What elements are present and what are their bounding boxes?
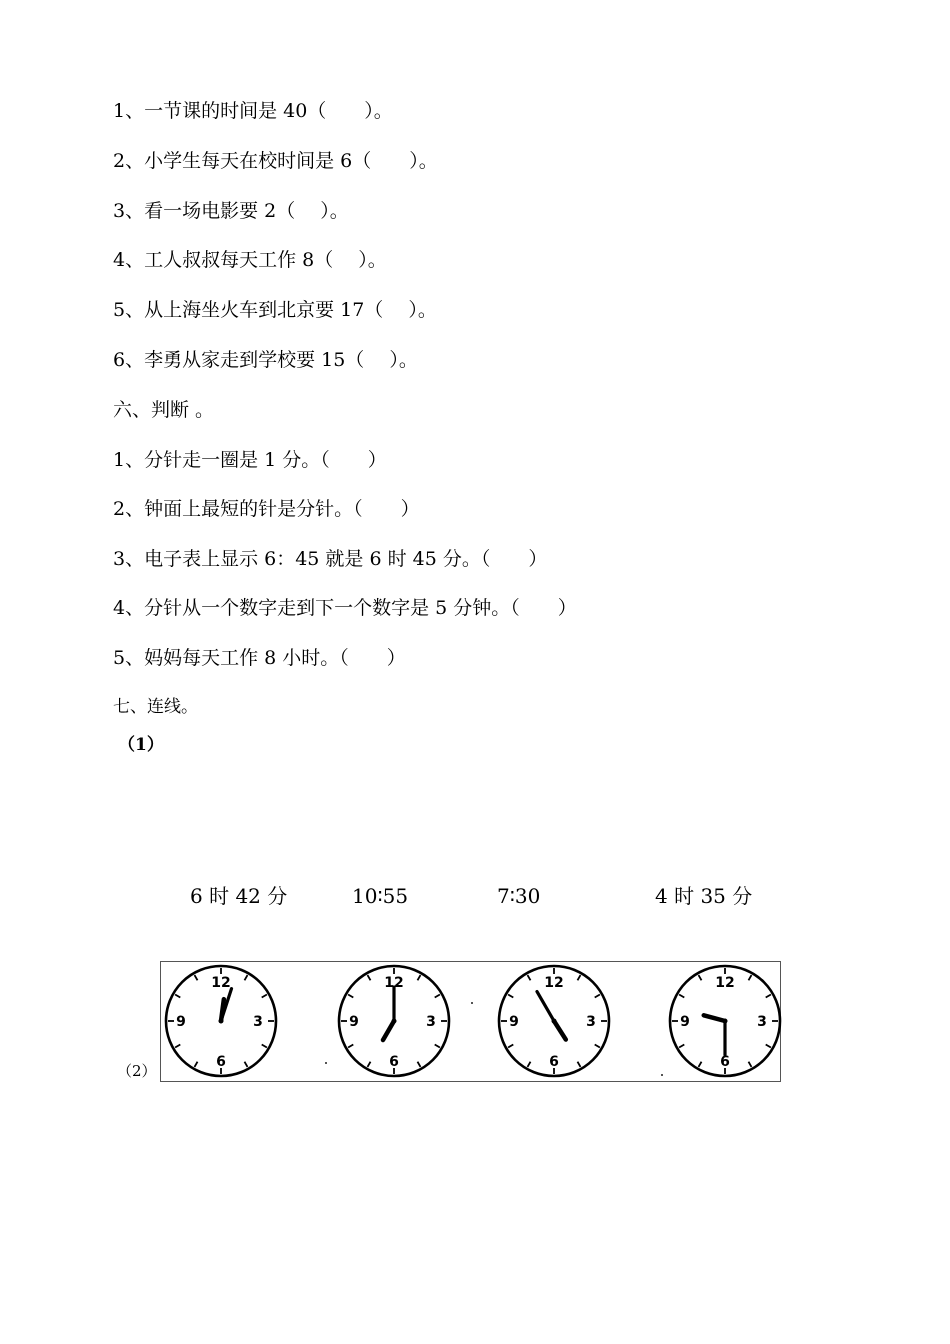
judge-line-1: 1、分针走一圈是 1 分。（ ） — [113, 449, 387, 471]
clock-face-svg — [495, 962, 613, 1080]
time-label-1: 6 时 42 分 — [190, 884, 288, 908]
clock-2 — [335, 962, 453, 1080]
clock-face-svg — [162, 962, 280, 1080]
time-label-2: 10∶55 — [352, 884, 409, 908]
clock-numeral: 3 — [586, 1014, 596, 1030]
question-line-1: 1、一节课的时间是 40（ ）。 — [113, 100, 393, 122]
clock-numeral: 6 — [216, 1054, 226, 1070]
clock-panel — [160, 961, 781, 1082]
clock-center — [723, 1019, 728, 1024]
judge-line-5: 5、妈妈每天工作 8 小时。（ ） — [113, 647, 406, 669]
scan-speck — [325, 1062, 327, 1064]
clock-center — [552, 1019, 557, 1024]
clock-numeral: 3 — [426, 1014, 436, 1030]
clock-numeral: 3 — [253, 1014, 263, 1030]
question-line-4: 4、工人叔叔每天工作 8（ ）。 — [113, 249, 387, 271]
judge-line-3: 3、电子表上显示 6：45 就是 6 时 45 分。（ ） — [113, 548, 548, 570]
time-label-4: 4 时 35 分 — [655, 884, 753, 908]
scan-speck — [471, 1002, 473, 1004]
clock-numeral: 9 — [509, 1014, 519, 1030]
question-line-2: 2、小学生每天在校时间是 6（ ）。 — [113, 150, 438, 172]
clock-numeral: 6 — [389, 1054, 399, 1070]
clock-center — [392, 1019, 397, 1024]
time-label-3: 7∶30 — [497, 884, 541, 908]
clock-center — [219, 1019, 224, 1024]
clock-numeral: 12 — [715, 975, 735, 991]
clock-numeral: 12 — [384, 975, 404, 991]
clock-numeral: 3 — [757, 1014, 767, 1030]
clock-numeral: 12 — [211, 975, 231, 991]
question-line-6: 6、李勇从家走到学校要 15（ ）。 — [113, 349, 418, 371]
clock-numeral: 12 — [544, 975, 564, 991]
judge-line-4: 4、分针从一个数字走到下一个数字是 5 分钟。（ ） — [113, 597, 577, 619]
clock-4 — [666, 962, 784, 1080]
section-title-match: 七、连线。 — [113, 697, 198, 717]
clock-face-svg — [666, 962, 784, 1080]
question-line-5: 5、从上海坐火车到北京要 17（ ）。 — [113, 299, 437, 321]
scan-speck — [661, 1074, 663, 1076]
clock-numeral: 9 — [349, 1014, 359, 1030]
clock-numeral: 9 — [680, 1014, 690, 1030]
judge-line-2: 2、钟面上最短的针是分针。（ ） — [113, 498, 420, 520]
clock-3 — [495, 962, 613, 1080]
part2-label: （2） — [117, 1062, 157, 1080]
clock-numeral: 6 — [549, 1054, 559, 1070]
clock-numeral: 9 — [176, 1014, 186, 1030]
clock-1 — [162, 962, 280, 1080]
part1-label: （1） — [118, 735, 164, 755]
section-title-judge: 六、判断 。 — [113, 399, 215, 421]
question-line-3: 3、看一场电影要 2（ ）。 — [113, 200, 349, 222]
clock-numeral: 6 — [720, 1054, 730, 1070]
clock-face-svg — [335, 962, 453, 1080]
